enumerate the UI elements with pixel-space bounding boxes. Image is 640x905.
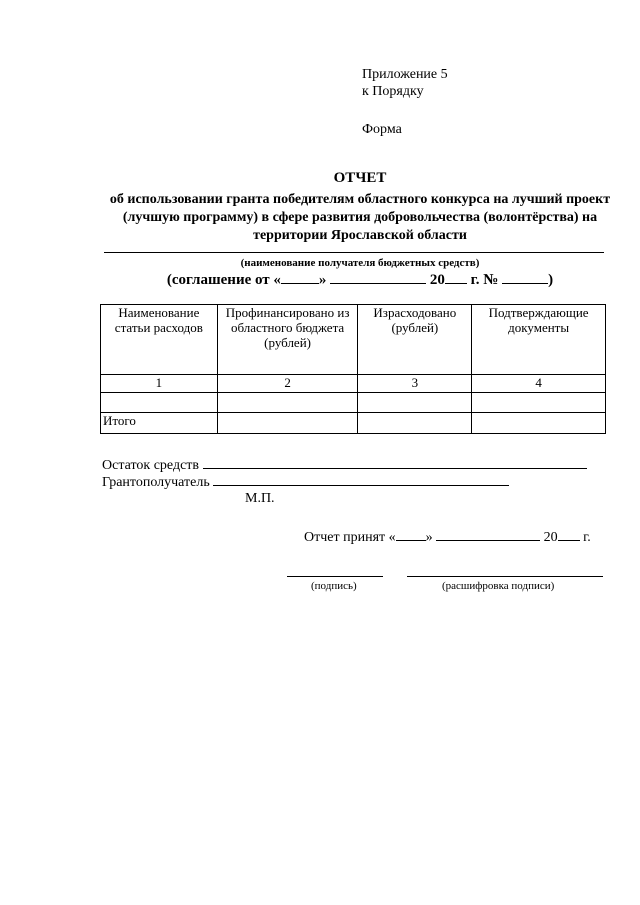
recipient-caption: (наименование получателя бюджетных средств) [240, 257, 480, 269]
number-cell: 1 [101, 375, 218, 393]
grantee-label: Грантополучатель [102, 475, 210, 490]
table-cell [217, 413, 358, 434]
remaining-funds-line [102, 456, 587, 474]
stamp-placeholder: М.П. [245, 491, 275, 506]
agreement-year-blank [445, 271, 467, 284]
agreement-suffix: ) [548, 272, 554, 288]
acceptance-year-blank [558, 528, 580, 541]
signature-line [287, 576, 383, 577]
appendix-reference: к Порядку [362, 84, 424, 99]
remaining-funds-blank [203, 456, 587, 469]
table-number-row [101, 375, 606, 393]
acceptance-day-blank [396, 528, 426, 541]
acceptance-quote: » [425, 530, 433, 545]
agreement-number-label: г. № [470, 272, 499, 288]
acceptance-prefix: Отчет принят « [304, 530, 396, 545]
agreement-day-blank [281, 271, 319, 284]
signature-caption: (подпись) [311, 580, 357, 592]
form-label: Форма [362, 122, 402, 137]
table-cell [358, 413, 472, 434]
table-cell [101, 393, 218, 413]
remaining-funds-label: Остаток средств [102, 458, 200, 473]
number-cell: 4 [472, 375, 606, 393]
table-cell [472, 393, 606, 413]
number-cell: 3 [358, 375, 472, 393]
appendix-header [362, 66, 448, 100]
agreement-number-blank [502, 271, 548, 284]
agreement-quote: » [318, 272, 327, 288]
table-cell [358, 393, 472, 413]
table-row [101, 393, 606, 413]
header-cell-documents: Подтверждающие документы [472, 305, 606, 375]
signature-decoding-line [407, 576, 603, 577]
agreement-line [100, 271, 620, 289]
header-cell-spent: Израсходовано (рублей) [358, 305, 472, 375]
recipient-line [104, 252, 604, 253]
acceptance-line [304, 528, 591, 546]
agreement-century: 20 [429, 272, 445, 288]
table-header-row [101, 305, 606, 375]
table-cell [472, 413, 606, 434]
signature-decoding-caption: (расшифровка подписи) [442, 580, 555, 592]
appendix-number: Приложение 5 [362, 67, 448, 82]
expenses-table [100, 304, 606, 434]
agreement-month-blank [330, 271, 426, 284]
agreement-prefix: (соглашение от « [166, 272, 281, 288]
table-total-row [101, 413, 606, 434]
report-subtitle: об использовании гранта победителям областного конкурса на лучший проект (лучшую программу) в сфере развития добровольчества (волонтёрства) на территории Ярославской области [109, 192, 611, 243]
header-cell-financed: Профинансировано из областного бюджета (рублей) [217, 305, 358, 375]
total-label: Итого [101, 413, 218, 434]
grantee-line [102, 473, 509, 491]
grantee-blank [213, 473, 509, 486]
acceptance-century: 20 [543, 530, 558, 545]
table-cell [217, 393, 358, 413]
acceptance-suffix: г. [583, 530, 591, 545]
report-title: ОТЧЕТ [333, 170, 387, 186]
number-cell: 2 [217, 375, 358, 393]
header-cell-expense-item: Наименование статьи расходов [101, 305, 218, 375]
acceptance-month-blank [436, 528, 540, 541]
